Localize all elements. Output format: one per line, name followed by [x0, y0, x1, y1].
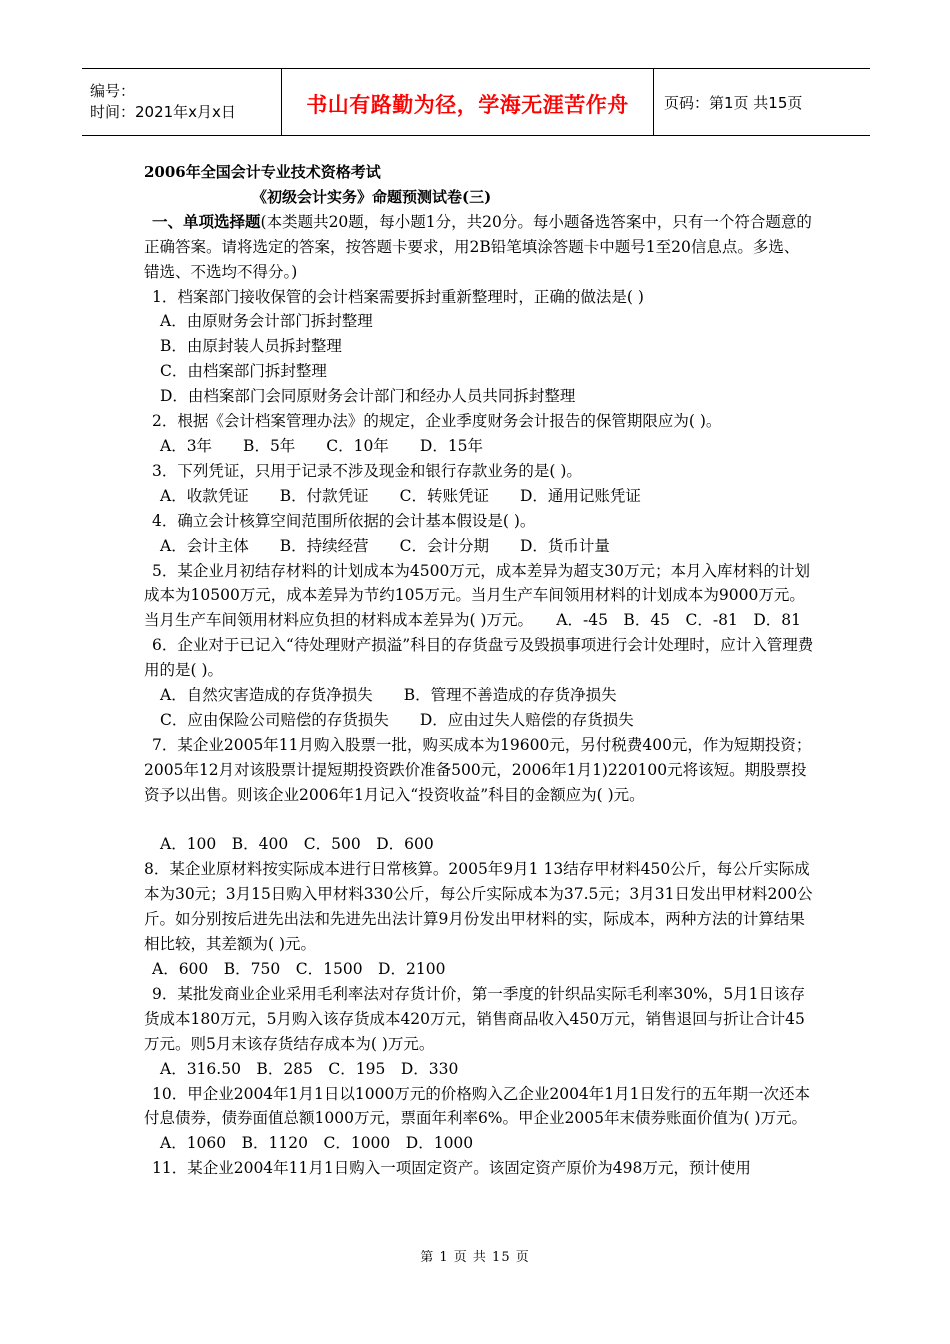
answer-options: A．自然灾害造成的存货净损失 B．管理不善造成的存货净损失 [160, 686, 617, 705]
answer-options: A．600 B．750 C．1500 D．2100 [152, 959, 446, 978]
section-instructions: (本类题共20题，每小题1分，共20分。每小题备选答案中，只有一个符合题意的正确答案。请将选定的答案，按答题卡要求，用2B铅笔填涂答题卡中题号1至20信息点。多选、错选、不选均不得分。) [144, 212, 812, 281]
header-motto-cell [282, 69, 654, 135]
answer-options: C．由档案部门拆封整理 [160, 362, 327, 381]
question-text: 10．甲企业2004年1月1日以1000万元的价格购入乙企业2004年1月1日发行的五年期一次还本付息债券，债券面值总额1000万元，票面年利率6%。甲企业2005年末债券账面价值为( )万元。 [144, 1084, 811, 1128]
answer-options: A．316.50 B．285 C．195 D．330 [160, 1059, 459, 1078]
document-time-label: 时间：2021年x月x日 [90, 103, 236, 121]
blank-line [144, 808, 814, 833]
answer-options: B．由原封装人员拆封整理 [160, 337, 342, 356]
question-text: 8．某企业原材料按实际成本进行日常核算。2005年9月1 13结存甲材料450公斤，每公斤实际成本为30元；3月15日购入甲材料330公斤，每公斤实际成本为37.5元；3月31日发出甲材料200公斤。如分别按后进先出法和先进先出法计算9月份发出甲材料的实，际成本，两种方法的计算结果相比较，其差额为( )元。 [144, 860, 813, 954]
answer-options: A．收款凭证 B．付款凭证 C．转账凭证 D．通用记账凭证 [160, 486, 641, 505]
answer-options: D．由档案部门会同原财务会计部门和经办人员共同拆封整理 [160, 387, 576, 406]
document-number-label: 编号： [90, 82, 136, 100]
header-left-cell [82, 69, 282, 135]
answer-options: A．100 B．400 C．500 D．600 [160, 835, 434, 854]
header-page-info: 页码：第1页 共15页 [664, 93, 803, 112]
question-text: 3．下列凭证，只用于记录不涉及现金和银行存款业务的是( )。 [152, 461, 582, 480]
answer-options: A．会计主体 B．持续经营 C．会计分期 D．货币计量 [160, 536, 610, 555]
question-text: 7．某企业2005年11月购入股票一批，购买成本为19600元，另付税费400元，作为短期投资；2005年12月对该股票计提短期投资跌价准备500元，2006年1月1)220100元将该短。期股票投资予以出售。则该企业2006年1月记入“投资收益”科目的金额应为( )元。 [144, 735, 812, 804]
answer-options: A．由原财务会计部门拆封整理 [160, 312, 373, 331]
page-header [82, 68, 870, 136]
question-list [144, 285, 814, 1182]
document-body [144, 160, 814, 1181]
section-heading: 一、单项选择题 [152, 211, 261, 231]
exam-subtitle: 《初级会计实务》命题预测试卷(三) [252, 187, 492, 206]
section-intro [144, 210, 814, 285]
question-text: 6．企业对于已记入“待处理财产损溢”科目的存货盘亏及毁损事项进行会计处理时，应计入管理费用的是( )。 [144, 636, 814, 680]
page-footer: 第 1 页 共 15 页 [420, 1250, 530, 1265]
question-text: 11．某企业2004年11月1日购入一项固定资产。该固定资产原价为498万元，预计使用 [152, 1159, 751, 1178]
header-page-cell [654, 69, 870, 135]
answer-options: C．应由保险公司赔偿的存货损失 D．应由过失人赔偿的存货损失 [160, 710, 634, 729]
exam-title: 2006年全国会计专业技术资格考试 [144, 163, 381, 181]
question-text: 4．确立会计核算空间范围所依据的会计基本假设是( )。 [152, 511, 536, 530]
question-text: 9．某批发商业企业采用毛利率法对存货计价，第一季度的针织品实际毛利率30%，5月1日该存货成本180万元，5月购入该存货成本420万元，销售商品收入450万元，销售退回与折让合计45万元。则5月末该存货结存成本为( )万元。 [144, 984, 806, 1053]
question-text: 2．根据《会计档案管理办法》的规定，企业季度财务会计报告的保管期限应为( )。 [152, 412, 722, 431]
answer-options: A．3年 B．5年 C．10年 D．15年 [160, 436, 484, 455]
header-motto: 书山有路勤为径，学海无涯苦作舟 [306, 93, 629, 117]
question-text: 5．某企业月初结存材料的计划成本为4500万元，成本差异为超支30万元；本月入库材料的计划成本为10500万元，成本差异为节约105万元。当月生产车间领用材料的计划成本为9000万元。当月生产车间领用材料应负担的材料成本差异为( )万元。 A．-45 B．45 C．-81 D．81 [144, 561, 811, 630]
question-text: 1．档案部门接收保管的会计档案需要拆封重新整理时，正确的做法是( ) [152, 287, 644, 306]
answer-options: A．1060 B．1120 C．1000 D．1000 [160, 1134, 474, 1153]
